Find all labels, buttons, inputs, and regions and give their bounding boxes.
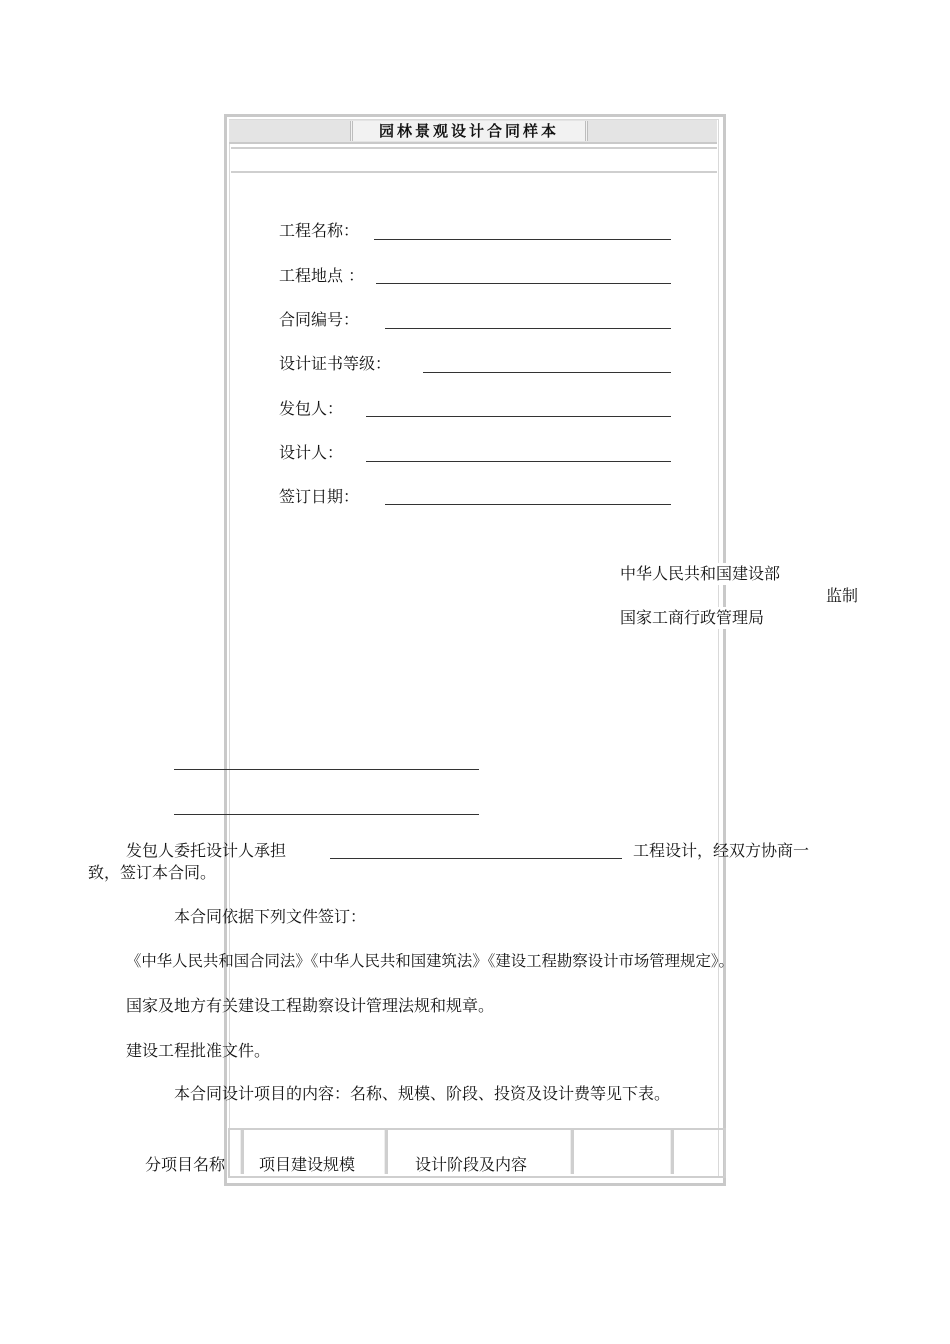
table-divider: [570, 1130, 574, 1174]
field-line-project-location: [376, 283, 671, 284]
field-line-employer: [366, 416, 671, 417]
field-label-designer: 设计人：: [279, 443, 344, 462]
blank-line: [174, 769, 479, 770]
field-label-project-name: 工程名称：: [279, 221, 360, 240]
field-label-cert-level: 设计证书等级：: [279, 354, 392, 373]
body-line1-prefix: 发包人委托设计人承担: [126, 841, 287, 860]
project-name-blank: [330, 858, 622, 859]
body-line1-suffix: 工程设计，经双方协商一: [633, 841, 810, 860]
divider: [231, 171, 717, 173]
field-line-designer: [366, 461, 671, 462]
divider: [231, 147, 717, 149]
field-line-cert-level: [423, 372, 671, 373]
field-line-contract-no: [385, 328, 671, 329]
table-header-build-scale: 项目建设规模: [259, 1155, 356, 1174]
table-divider: [670, 1130, 674, 1174]
supervisor-org-construction: 中华人民共和国建设部: [620, 564, 781, 583]
field-line-sign-date: [385, 504, 671, 505]
basis-approval-docs: 建设工程批准文件。: [126, 1041, 271, 1060]
basis-regulations: 国家及地方有关建设工程勘察设计管理法规和规章。: [126, 996, 495, 1015]
table-divider: [384, 1130, 388, 1174]
field-line-project-name: [374, 239, 671, 240]
basis-intro: 本合同依据下列文件签订：: [174, 907, 367, 926]
document-title: 园林景观设计合同样本: [350, 121, 588, 141]
content-intro: 本合同设计项目的内容：名称、规模、阶段、投资及设计费等见下表。: [174, 1084, 671, 1103]
field-label-employer: 发包人：: [279, 399, 344, 418]
blank-line: [174, 814, 479, 815]
body-line2: 致，签订本合同。: [88, 863, 217, 882]
supervisor-org-commerce: 国家工商行政管理局: [620, 608, 765, 627]
table-header-design-stage: 设计阶段及内容: [415, 1155, 528, 1174]
field-label-sign-date: 签订日期：: [279, 487, 360, 506]
table-header-subitem-name: 分项目名称: [145, 1155, 226, 1174]
field-label-project-location: 工程地点 ：: [279, 266, 365, 285]
field-label-contract-no: 合同编号：: [279, 310, 360, 329]
table-divider: [240, 1130, 244, 1174]
basis-laws: 《中华人民共和国合同法》《中华人民共和国建筑法》《建设工程勘察设计市场管理规定》。: [126, 952, 734, 970]
supervision-role: 监制: [826, 586, 859, 605]
